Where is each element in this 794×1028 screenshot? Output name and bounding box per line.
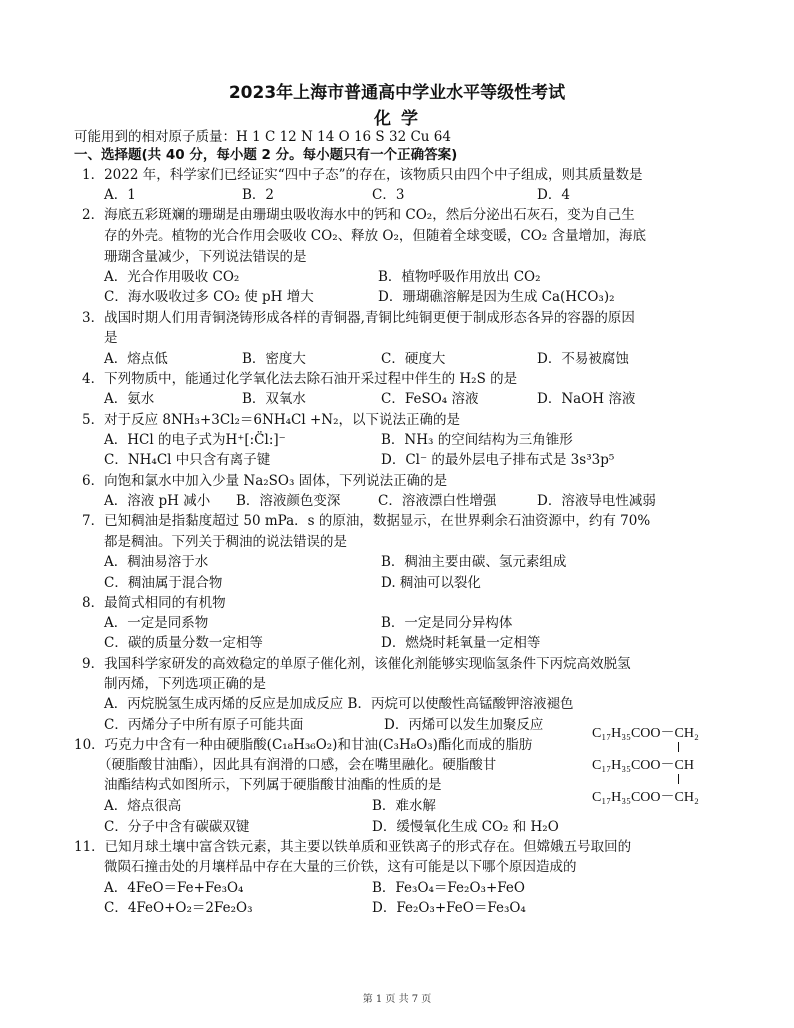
q10-option-c: C．分子中含有碳碳双键 <box>104 819 250 835</box>
q3-option-b: B．密度大 <box>242 351 306 367</box>
q7-option-b: B．稠油主要由碳、氢元素组成 <box>381 554 567 570</box>
q4-option-b: B．双氧水 <box>242 391 306 407</box>
question-10-stem-1: 10．巧克力中含有一种由硬脂酸(C₁₈H₃₆O₂)和甘油(C₃H₈O₃)酯化而成的脂肪 <box>74 737 533 753</box>
q10-option-a: A．熔点很高 <box>104 798 182 814</box>
q7-option-d: D. 稠油可以裂化 <box>381 575 481 591</box>
q5-option-a: A．HCl 的电子式为H⁺[:C̈l:]⁻ <box>104 432 286 448</box>
q9-option-d: D．丙烯可以发生加聚反应 <box>384 717 544 733</box>
q6-option-b: B．溶液颜色变深 <box>236 493 341 509</box>
structure-row-3: C₁₇H₃₅COO－CH₂ <box>592 790 699 805</box>
q8-option-b: B．一定是同分异构体 <box>381 615 513 631</box>
q2-option-d: D．珊瑚礁溶解是因为生成 Ca(HCO₃)₂ <box>378 289 615 305</box>
q2-option-a: A．光合作用吸收 CO₂ <box>104 269 240 285</box>
question-9-stem-2: 制丙烯，下列选项正确的是 <box>104 676 266 692</box>
question-9-stem-1: 9．我国科学家研发的高效稳定的单原子催化剂，该催化剂能够实现临氢条件下丙烷高效脱氢 <box>82 656 631 672</box>
q4-option-d: D．NaOH 溶液 <box>537 391 636 407</box>
question-11-stem-2: 微陨石撞击处的月壤样品中存在大量的三价铁，这有可能是以下哪个原因造成的 <box>104 859 577 875</box>
exam-title: 2023年上海市普通高中学业水平等级性考试 <box>228 83 566 103</box>
q11-option-c: C．4FeO+O₂＝2Fe₂O₃ <box>104 900 253 916</box>
q9-option-c: C．丙烯分子中所有原子可能共面 <box>104 717 304 733</box>
q1-option-c: C．3 <box>372 187 405 203</box>
question-6-stem: 6．向饱和氯水中加入少量 Na₂SO₃ 固体，下列说法正确的是 <box>82 473 448 489</box>
q8-option-a: A．一定是同系物 <box>104 615 209 631</box>
q8-option-c: C．碳的质量分数一定相等 <box>104 635 263 651</box>
question-2-stem-2: 存的外壳。植物的光合作用会吸收 CO₂、释放 O₂，但随着全球变暖，CO₂ 含量增加，海底 <box>104 228 646 244</box>
question-11-stem-1: 11．已知月球土壤中富含铁元素，其主要以铁单质和亚铁离子的形式存在。但嫦娥五号取回的 <box>74 839 632 855</box>
q11-option-d: D．Fe₂O₃+FeO＝Fe₃O₄ <box>372 900 526 916</box>
q11-option-b: B．Fe₃O₄＝Fe₂O₃+FeO <box>372 880 525 896</box>
q4-option-c: C．FeSO₄ 溶液 <box>381 391 479 407</box>
q1-option-b: B．2 <box>242 187 275 203</box>
q7-option-c: C．稠油属于混合物 <box>104 575 223 591</box>
q11-option-a: A．4FeO＝Fe+Fe₃O₄ <box>104 880 244 896</box>
question-7-stem-2: 都是稠油。下列关于稠油的说法错误的是 <box>104 534 347 550</box>
question-4-stem: 4．下列物质中，能通过化学氧化法去除石油开采过程中伴生的 H₂S 的是 <box>82 371 518 387</box>
q5-option-b: B．NH₃ 的空间结构为三角锥形 <box>381 432 573 448</box>
q5-option-c: C．NH₄Cl 中只含有离子键 <box>104 452 271 468</box>
question-5-stem: 5．对于反应 8NH₃+3Cl₂＝6NH₄Cl +N₂，以下说法正确的是 <box>82 412 460 428</box>
question-1-stem: 1．2022 年，科学家们已经证实“四中子态”的存在，该物质只由四个中子组成，则其质量数是 <box>82 167 643 183</box>
q5-option-d: D．Cl⁻ 的最外层电子排布式是 3s³3p⁵ <box>381 452 615 468</box>
q6-option-c: C．溶液漂白性增强 <box>378 493 497 509</box>
section-heading: 一、选择题(共 40 分，每小题 2 分。每小题只有一个正确答案) <box>74 147 458 163</box>
q10-option-b: B．难水解 <box>372 798 436 814</box>
question-7-stem-1: 7．已知稠油是指黏度超过 50 mPa．s 的原油，数据显示，在世界剩余石油资源中，约有 70% <box>82 513 651 529</box>
structure-row-2: C₁₇H₃₅COO－CH <box>592 758 694 773</box>
glyceryl-stearate-structure <box>592 722 722 808</box>
atomic-mass-line: 可能用到的相对原子质量：H 1 C 12 N 14 O 16 S 32 Cu 64 <box>74 129 451 145</box>
q10-option-d: D．缓慢氧化生成 CO₂ 和 H₂O <box>372 819 559 835</box>
structure-bond-2 <box>678 774 679 784</box>
q7-option-a: A．稠油易溶于水 <box>104 554 209 570</box>
page-footer: 第 1 页 共 7 页 <box>362 994 432 1005</box>
structure-bond-1 <box>678 742 679 752</box>
question-10-stem-2: （硬脂酸甘油酯），因此具有润滑的口感，会在嘴里融化。硬脂酸甘 <box>98 757 497 773</box>
question-8-stem: 8．最简式相同的有机物 <box>82 595 226 611</box>
q6-option-d: D．溶液导电性减弱 <box>537 493 656 509</box>
question-3-stem-2: 是 <box>104 330 118 346</box>
structure-row-1: C₁₇H₃₅COO－CH₂ <box>592 726 699 741</box>
q3-option-d: D．不易被腐蚀 <box>537 351 629 367</box>
q8-option-d: D．燃烧时耗氧量一定相等 <box>381 635 541 651</box>
q2-option-c: C．海水吸收过多 CO₂ 使 pH 增大 <box>104 289 314 305</box>
question-2-stem-3: 珊瑚含量减少，下列说法错误的是 <box>104 249 307 265</box>
question-2-stem-1: 2．海底五彩斑斓的珊瑚是由珊瑚虫吸收海水中的钙和 CO₂，然后分泌出石灰石，变为自己生 <box>82 207 635 223</box>
q6-option-a: A．溶液 pH 减小 <box>104 493 211 509</box>
q9-option-ab: A．丙烷脱氢生成丙烯的反应是加成反应 B．丙烷可以使酸性高锰酸钾溶液褪色 <box>104 696 574 712</box>
q4-option-a: A．氨水 <box>104 391 155 407</box>
question-3-stem-1: 3．战国时期人们用青铜浇铸形成各样的青铜器,青铜比纯铜更便于制成形态各异的容器的原因 <box>82 310 635 326</box>
q1-option-d: D．4 <box>537 187 570 203</box>
q3-option-a: A．熔点低 <box>104 351 168 367</box>
subject-title: 化 学 <box>374 109 420 129</box>
q2-option-b: B．植物呼吸作用放出 CO₂ <box>378 269 541 285</box>
question-10-stem-3: 油酯结构式如图所示，下列属于硬脂酸甘油酯的性质的是 <box>104 777 442 793</box>
q3-option-c: C．硬度大 <box>381 351 446 367</box>
q1-option-a: A．1 <box>104 187 136 203</box>
